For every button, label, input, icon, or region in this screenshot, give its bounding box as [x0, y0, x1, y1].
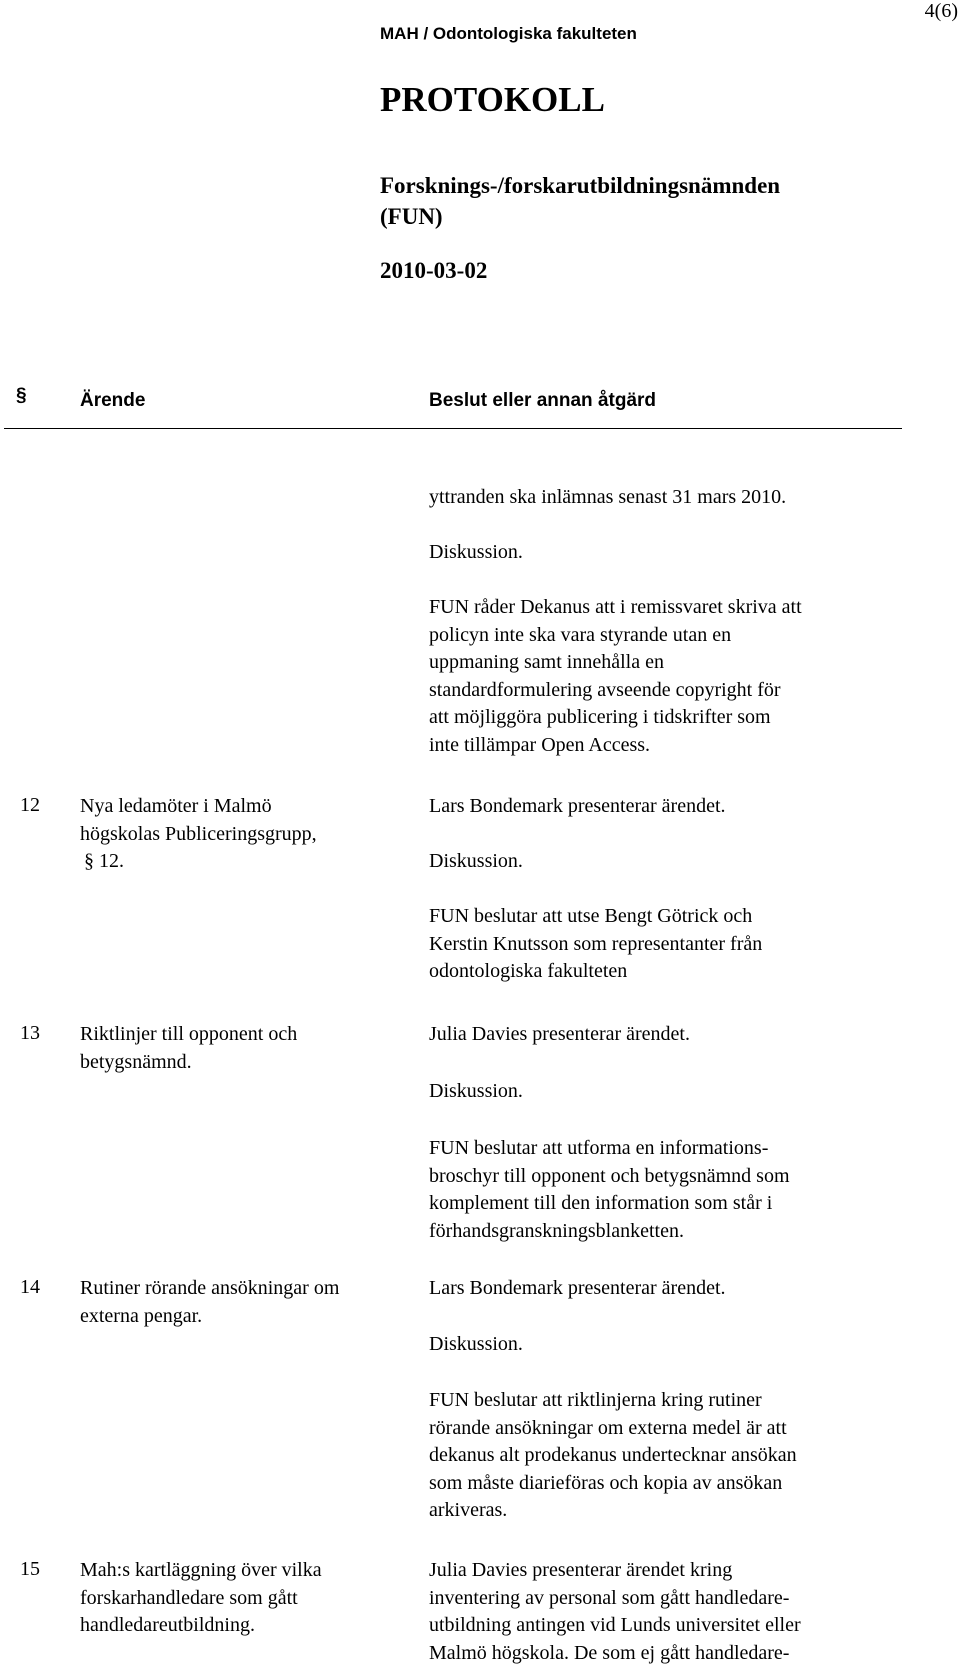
decision-line: komplement till den information som står i: [429, 1192, 773, 1214]
decision-line: uppmaning samt innehålla en: [429, 651, 664, 673]
arende-column-header: Ärende: [80, 390, 146, 411]
item-title-line: § 12.: [84, 850, 124, 872]
item-decision: [429, 1135, 790, 1245]
committee-line-2: (FUN): [380, 204, 443, 229]
beslut-column-header: Beslut eller annan åtgärd: [429, 390, 657, 411]
decision-line: rörande ansökningar om externa medel är att: [429, 1416, 787, 1439]
item-presenter: Lars Bondemark presenterar ärendet.: [429, 795, 726, 817]
decision-line: FUN råder Dekanus att i remissvaret skriva att: [429, 596, 802, 618]
item-title-line: Rutiner rörande ansökningar om: [80, 1277, 340, 1299]
organization-name: MAH / Odontologiska fakulteten: [380, 24, 637, 43]
committee-line-1: Forsknings-/forskarutbildningsnämnden: [380, 173, 781, 198]
item-title-line: forskarhandledare som gått: [80, 1586, 298, 1609]
decision-line: FUN beslutar att utforma en informations-: [429, 1137, 769, 1159]
decision-line: förhandsgranskningsblanketten.: [429, 1219, 684, 1242]
item-title: [80, 793, 317, 876]
continuation-discussion: Diskussion.: [429, 541, 523, 563]
item-title-line: Nya ledamöter i Malmö: [80, 795, 272, 817]
item-number: 14: [20, 1276, 40, 1298]
decision-line: standardformulering avseende copyright för: [429, 678, 781, 701]
decision-line: FUN beslutar att utse Bengt Götrick och: [429, 905, 753, 927]
header-divider: [4, 428, 902, 429]
item-title-line: externa pengar.: [80, 1304, 203, 1327]
item-decision: [429, 903, 762, 986]
item-title-line: betygsnämnd.: [80, 1050, 192, 1073]
item-title: [80, 1275, 339, 1330]
item-title-line: Riktlinjer till opponent och: [80, 1023, 298, 1045]
item-discussion: Diskussion.: [429, 1333, 523, 1355]
decision-line: broschyr till opponent och betygsnämnd som: [429, 1164, 790, 1187]
item-number: 13: [20, 1022, 40, 1044]
item-presenter: Lars Bondemark presenterar ärendet.: [429, 1277, 726, 1299]
decision-line: odontologiska fakulteten: [429, 960, 628, 982]
item-discussion: Diskussion.: [429, 1080, 523, 1102]
item-title-line: högskolas Publiceringsgrupp,: [80, 822, 317, 845]
decision-line: Kerstin Knutsson som representanter från: [429, 932, 763, 955]
item-presenter: Julia Davies presenterar ärendet.: [429, 1023, 690, 1045]
item-title: [80, 1557, 322, 1640]
item-number: 15: [20, 1558, 40, 1580]
decision-line: inte tillämpar Open Access.: [429, 733, 651, 756]
continuation-decision: [429, 594, 802, 759]
decision-line: FUN beslutar att riktlinjerna kring rutiner: [429, 1389, 762, 1411]
item-title: [80, 1021, 297, 1076]
decision-line: policyn inte ska vara styrande utan en: [429, 623, 732, 646]
page-number: 4(6): [924, 0, 958, 22]
item-title-line: Mah:s kartläggning över vilka: [80, 1559, 322, 1581]
presenter-line: utbildning antingen vid Lunds universitet eller: [429, 1614, 801, 1636]
committee-name: [380, 170, 780, 232]
item-discussion: Diskussion.: [429, 850, 523, 872]
item-title-line: handledareutbildning.: [80, 1614, 255, 1636]
document-type-title: PROTOKOLL: [380, 80, 605, 119]
decision-line: dekanus alt prodekanus undertecknar ansökan: [429, 1444, 797, 1466]
item-presenter: [429, 1557, 801, 1667]
presenter-line: Julia Davies presenterar ärendet kring: [429, 1559, 733, 1581]
decision-line: att möjliggöra publicering i tidskrifter som: [429, 706, 771, 728]
presenter-line: Malmö högskola. De som ej gått handledare-: [429, 1641, 790, 1664]
meeting-date: 2010-03-02: [380, 258, 488, 283]
decision-line: arkiveras.: [429, 1499, 508, 1521]
item-number: 12: [20, 794, 40, 816]
decision-line: som måste diarieföras och kopia av ansökan: [429, 1471, 783, 1494]
presenter-line: inventering av personal som gått handledare-: [429, 1586, 790, 1609]
item-decision: [429, 1387, 797, 1525]
section-symbol-header: §: [16, 385, 27, 406]
continuation-text: yttranden ska inlämnas senast 31 mars 2010.: [429, 486, 787, 508]
